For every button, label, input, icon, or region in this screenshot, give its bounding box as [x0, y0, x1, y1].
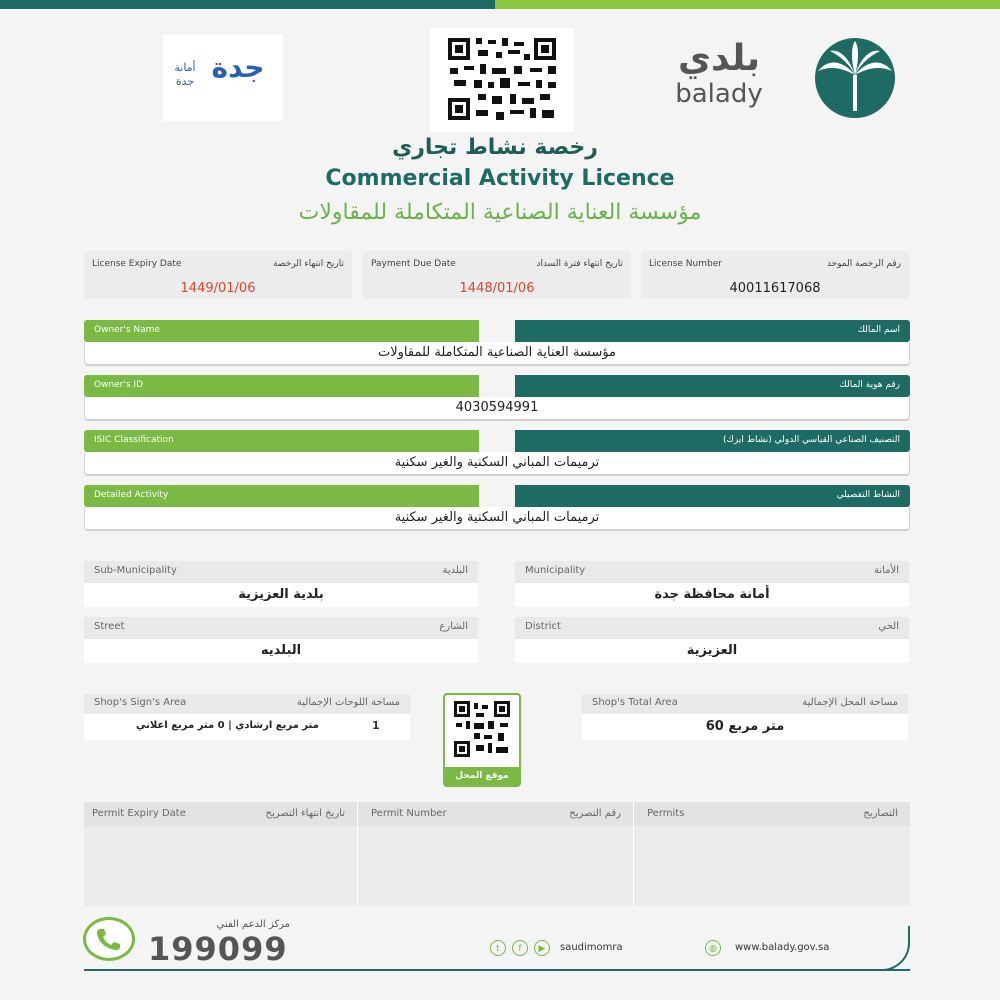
sub-municipality-label: Sub-Municipality البلدية	[84, 561, 478, 583]
payment-due-value: 1448/01/06	[459, 281, 535, 296]
sub-municipality-field	[84, 561, 478, 607]
license-number-label-en: License Number	[649, 259, 722, 269]
permits-body-col-1	[84, 826, 358, 906]
detailed-activity-label-ar: النشاط التفصيلي	[515, 485, 910, 507]
jeddah-logo-mark: جدة	[211, 51, 265, 84]
payment-due-label-ar: تاريخ انتهاء فترة السداد	[536, 259, 623, 269]
district-field	[515, 617, 909, 663]
owner-name-label-ar: اسم المالك	[515, 320, 910, 342]
website-link[interactable]	[705, 938, 875, 960]
owner-name-section	[84, 320, 910, 366]
license-number-label-ar: رقم الرخصة الموحد	[826, 259, 901, 269]
jeddah-municipality-logo	[163, 35, 283, 121]
street-label: Street الشارع	[84, 617, 478, 639]
permits-header: Permits التصاريح	[647, 808, 898, 819]
license-expiry-box	[84, 251, 352, 299]
support-label: مركز الدعم الفني	[216, 919, 290, 930]
sign-area-count: 1	[372, 719, 380, 732]
globe-icon: ◍	[705, 940, 721, 956]
social-handle[interactable]: saudimomra	[560, 942, 623, 953]
permit-number-header: Permit Number رقم التصريح	[359, 802, 634, 826]
district-value: العزيزية	[515, 639, 909, 663]
owner-name-value: مؤسسة العناية الصناعية المتكاملة للمقاولات	[84, 342, 910, 366]
facebook-icon[interactable]: f	[512, 940, 528, 956]
owner-id-label-en: Owner's ID	[84, 375, 479, 397]
total-area-label: Shop's Total Area مساحة المحل الإجمالية	[582, 694, 908, 714]
balady-logo-english: balady	[675, 79, 763, 109]
street-value: البلديه	[84, 639, 478, 663]
shop-location-label: موقع المحل	[445, 767, 519, 785]
company-name-heading: مؤسسة العناية الصناعية المتكاملة للمقاولات	[298, 200, 702, 225]
license-number-box	[641, 251, 909, 299]
top-accent-bar-light	[495, 0, 1000, 9]
sign-area-detail: متر مربع ارشادي | 0 متر مربع اعلاني	[136, 720, 319, 731]
shop-qr-code-icon	[454, 701, 510, 757]
license-qr-code	[430, 28, 574, 132]
footer-divider-line	[84, 969, 910, 971]
municipality-field	[515, 561, 909, 607]
owner-id-value: 4030594991	[84, 397, 910, 421]
jeddah-logo-name: أمانة جدة	[174, 61, 196, 88]
permits-table	[84, 802, 910, 906]
payment-due-box	[363, 251, 631, 299]
balady-logo-arabic: بلدي	[677, 38, 760, 79]
total-area-value: 60 متر مربع	[582, 714, 908, 740]
detailed-activity-section	[84, 485, 910, 531]
detailed-activity-label-en: Detailed Activity	[84, 485, 479, 507]
isic-label-en: ISIC Classification	[84, 430, 479, 452]
municipality-value: أمانة محافظة جدة	[515, 583, 909, 607]
street-field	[84, 617, 478, 663]
sign-area-value-row	[84, 714, 410, 740]
youtube-icon[interactable]: ▶	[534, 940, 550, 956]
qr-code-icon	[430, 28, 574, 132]
support-number[interactable]: 199099	[148, 930, 288, 968]
footer-corner-curve	[880, 926, 910, 971]
owner-id-label-ar: رقم هوية المالك	[515, 375, 910, 397]
payment-due-label-en: Payment Due Date	[371, 259, 456, 269]
isic-classification-section	[84, 430, 910, 476]
district-label: District الحي	[515, 617, 909, 639]
sign-area-field	[84, 694, 410, 740]
permit-expiry-header: Permit Expiry Date تاريخ انتهاء التصريح	[84, 802, 358, 826]
license-expiry-label-ar: تاريخ انتهاء الرخصة	[273, 259, 344, 269]
owner-id-section	[84, 375, 910, 421]
total-area-field	[582, 694, 908, 740]
website-url[interactable]: www.balady.gov.sa	[735, 942, 830, 953]
twitter-icon[interactable]: t	[490, 940, 506, 956]
owner-name-label-en: Owner's Name	[84, 320, 479, 342]
palm-tree-icon	[800, 35, 910, 121]
license-number-value: 40011617068	[729, 281, 821, 296]
license-expiry-label-en: License Expiry Date	[92, 259, 182, 269]
phone-icon	[86, 920, 132, 958]
top-accent-bar-dark	[0, 0, 495, 9]
balady-logo	[650, 35, 915, 121]
license-expiry-value: 1449/01/06	[180, 281, 256, 296]
social-media-links	[490, 938, 670, 960]
isic-label-ar: التصنيف الصناعي القياسي الدولي (نشاط ايزك)	[515, 430, 910, 452]
license-title-english: Commercial Activity Licence	[325, 166, 675, 191]
permits-body-col-2	[359, 826, 634, 906]
license-title-arabic: رخصة نشاط تجاري	[392, 135, 598, 160]
isic-value: ترميمات المباني السكنية والغير سكنية	[84, 452, 910, 476]
shop-location-qr-card[interactable]	[443, 693, 521, 787]
sign-area-label: Shop's Sign's Area مساحة اللوحات الإجمالية	[84, 694, 410, 714]
permits-header-row	[84, 802, 910, 826]
support-phone-icon	[83, 917, 135, 961]
sub-municipality-value: بلدية العزيزية	[84, 583, 478, 607]
municipality-label: Municipality الأمانة	[515, 561, 909, 583]
detailed-activity-value: ترميمات المباني السكنية والغير سكنية	[84, 507, 910, 531]
